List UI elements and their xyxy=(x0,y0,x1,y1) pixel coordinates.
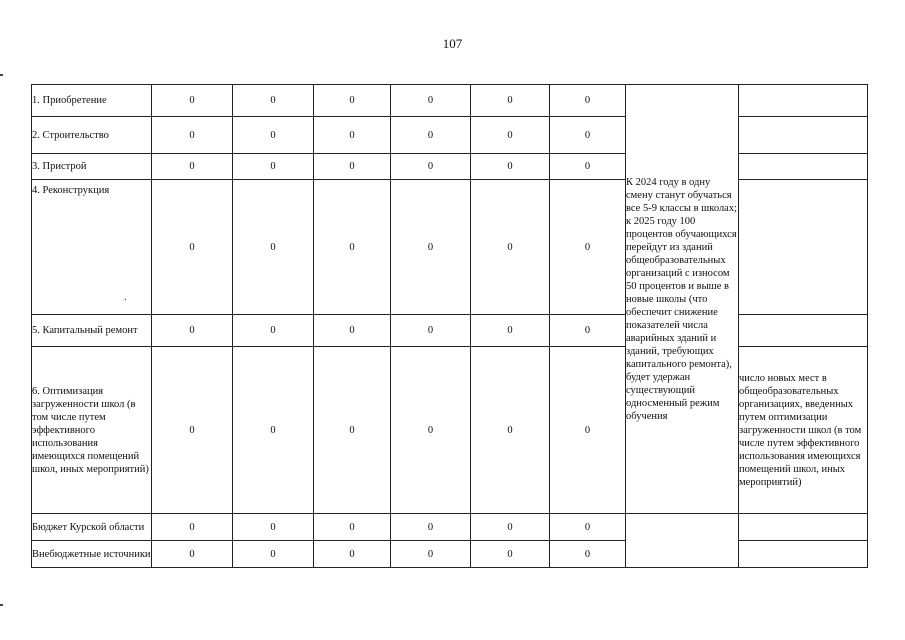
value-cell: 0 xyxy=(152,154,233,180)
effect-cell-empty xyxy=(626,514,739,568)
value-cell: 0 xyxy=(152,514,233,541)
value-cell: 0 xyxy=(471,347,550,514)
value-cell: 0 xyxy=(391,541,471,568)
value-cell: 0 xyxy=(471,117,550,154)
value-cell: 0 xyxy=(550,541,626,568)
indicator-cell-empty xyxy=(739,315,868,347)
value-cell: 0 xyxy=(152,180,233,315)
page-number: 107 xyxy=(442,36,463,51)
expected-effect-cell: К 2024 году в одну смену станут обучаться все 5-9 классы в школах; к 2025 году 100 процентов обучающихся перейдут из зданий общеобразовательных организаций с износом 50 процентов и выше в новые школы (что обеспечит снижение показателей числа аварийных зданий и зданий, требующих капитального ремонта), будет удержан существующий односменный режим обучения xyxy=(626,85,739,514)
table-row xyxy=(32,541,868,568)
value-cell: 0 xyxy=(314,347,391,514)
value-cell: 0 xyxy=(233,85,314,117)
table-row xyxy=(32,154,868,180)
value-cell: 0 xyxy=(152,315,233,347)
value-cell: 0 xyxy=(233,180,314,315)
value-cell: 0 xyxy=(152,541,233,568)
table-row xyxy=(32,180,868,315)
indicator-cell-empty xyxy=(739,85,868,117)
value-cell: 0 xyxy=(233,541,314,568)
table-row xyxy=(32,315,868,347)
row-label: 5. Капитальный ремонт xyxy=(32,315,152,347)
scan-margin-mark xyxy=(0,74,3,76)
value-cell: 0 xyxy=(471,180,550,315)
scan-margin-mark xyxy=(0,604,3,606)
value-cell: 0 xyxy=(152,347,233,514)
value-cell: 0 xyxy=(233,154,314,180)
value-cell: 0 xyxy=(391,347,471,514)
row-label: Внебюджетные источники xyxy=(32,541,152,568)
value-cell: 0 xyxy=(471,541,550,568)
value-cell: 0 xyxy=(471,154,550,180)
value-cell: 0 xyxy=(471,85,550,117)
value-cell: 0 xyxy=(314,85,391,117)
value-cell: 0 xyxy=(391,315,471,347)
value-cell: 0 xyxy=(391,154,471,180)
indicator-cell-empty xyxy=(739,154,868,180)
scan-dot: · xyxy=(123,295,127,306)
value-cell: 0 xyxy=(550,347,626,514)
value-cell: 0 xyxy=(314,514,391,541)
value-cell: 0 xyxy=(233,347,314,514)
program-table xyxy=(31,84,868,568)
indicator-cell-empty xyxy=(739,117,868,154)
value-cell: 0 xyxy=(152,117,233,154)
table-row xyxy=(32,514,868,541)
row-label: 6. Оптимизация загруженности школ (в том числе путем эффективного использования имеющихся помещений школ, иных мероприятий) xyxy=(32,347,152,514)
value-cell: 0 xyxy=(550,117,626,154)
value-cell: 0 xyxy=(391,85,471,117)
value-cell: 0 xyxy=(391,514,471,541)
row-label: Бюджет Курской области xyxy=(32,514,152,541)
value-cell: 0 xyxy=(550,315,626,347)
row-label: 2. Строительство xyxy=(32,117,152,154)
indicator-cell: число новых мест в общеобразовательных организациях, введенных путем оптимизации загруженности школ (в том числе путем эффективного использования имеющихся помещений школ, иных мероприятий) xyxy=(739,347,868,514)
indicator-cell-empty xyxy=(739,180,868,315)
indicator-cell-empty xyxy=(739,514,868,541)
row-label xyxy=(32,180,152,315)
value-cell: 0 xyxy=(233,315,314,347)
row-label: 3. Пристрой xyxy=(32,154,152,180)
value-cell: 0 xyxy=(233,117,314,154)
indicator-cell-empty xyxy=(739,541,868,568)
row-label-text: 4. Реконструкция xyxy=(32,185,110,196)
value-cell: 0 xyxy=(550,514,626,541)
value-cell: 0 xyxy=(314,117,391,154)
value-cell: 0 xyxy=(550,154,626,180)
value-cell: 0 xyxy=(471,514,550,541)
value-cell: 0 xyxy=(314,180,391,315)
table-row xyxy=(32,85,868,117)
value-cell: 0 xyxy=(550,180,626,315)
value-cell: 0 xyxy=(391,117,471,154)
value-cell: 0 xyxy=(233,514,314,541)
value-cell: 0 xyxy=(152,85,233,117)
table-row xyxy=(32,117,868,154)
value-cell: 0 xyxy=(314,541,391,568)
value-cell: 0 xyxy=(471,315,550,347)
value-cell: 0 xyxy=(314,154,391,180)
value-cell: 0 xyxy=(391,180,471,315)
value-cell: 0 xyxy=(314,315,391,347)
row-label: 1. Приобретение xyxy=(32,85,152,117)
table-row xyxy=(32,347,868,514)
value-cell: 0 xyxy=(550,85,626,117)
